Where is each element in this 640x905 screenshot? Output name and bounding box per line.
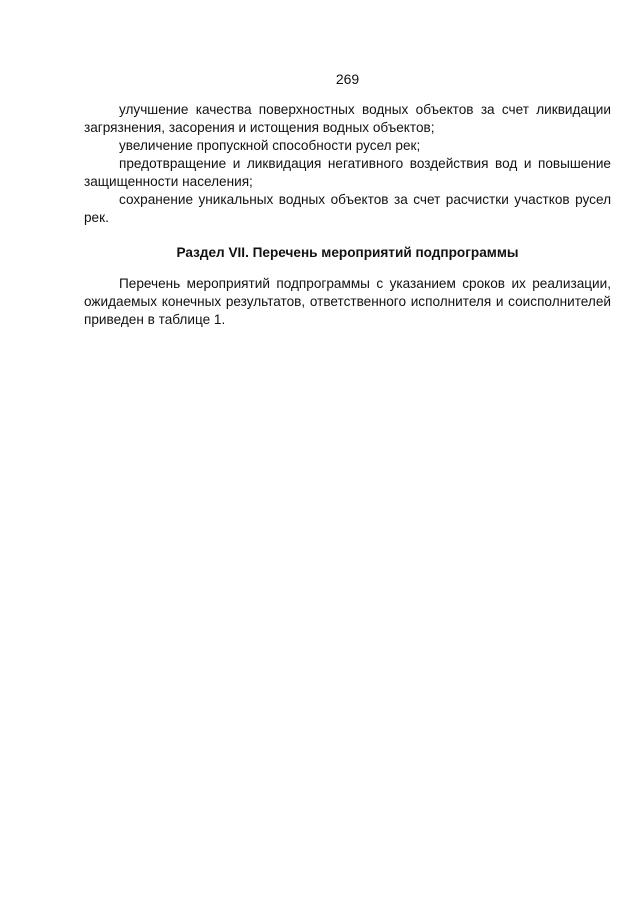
list-item: увеличение пропускной способности русел рек;: [119, 138, 421, 153]
list-item: сохранение уникальных водных объектов за счет расчистки участков русел рек.: [84, 192, 611, 225]
list-item: улучшение качества поверхностных водных объектов за счет ликвидации загрязнения, засорения и истощения водных объектов;: [84, 102, 611, 135]
section-paragraph: Перечень мероприятий подпрограммы с указанием сроков их реализации, ожидаемых конечных результатов, ответственного исполнителя и соисполнителей приведен в таблице 1.: [84, 276, 611, 327]
section-title: Раздел VII. Перечень мероприятий подпрограммы: [176, 245, 519, 260]
page-number: 269: [335, 71, 360, 87]
list-item: предотвращение и ликвидация негативного воздействия вод и повышение защищенности населения;: [84, 156, 611, 189]
page-content: [84, 101, 611, 329]
